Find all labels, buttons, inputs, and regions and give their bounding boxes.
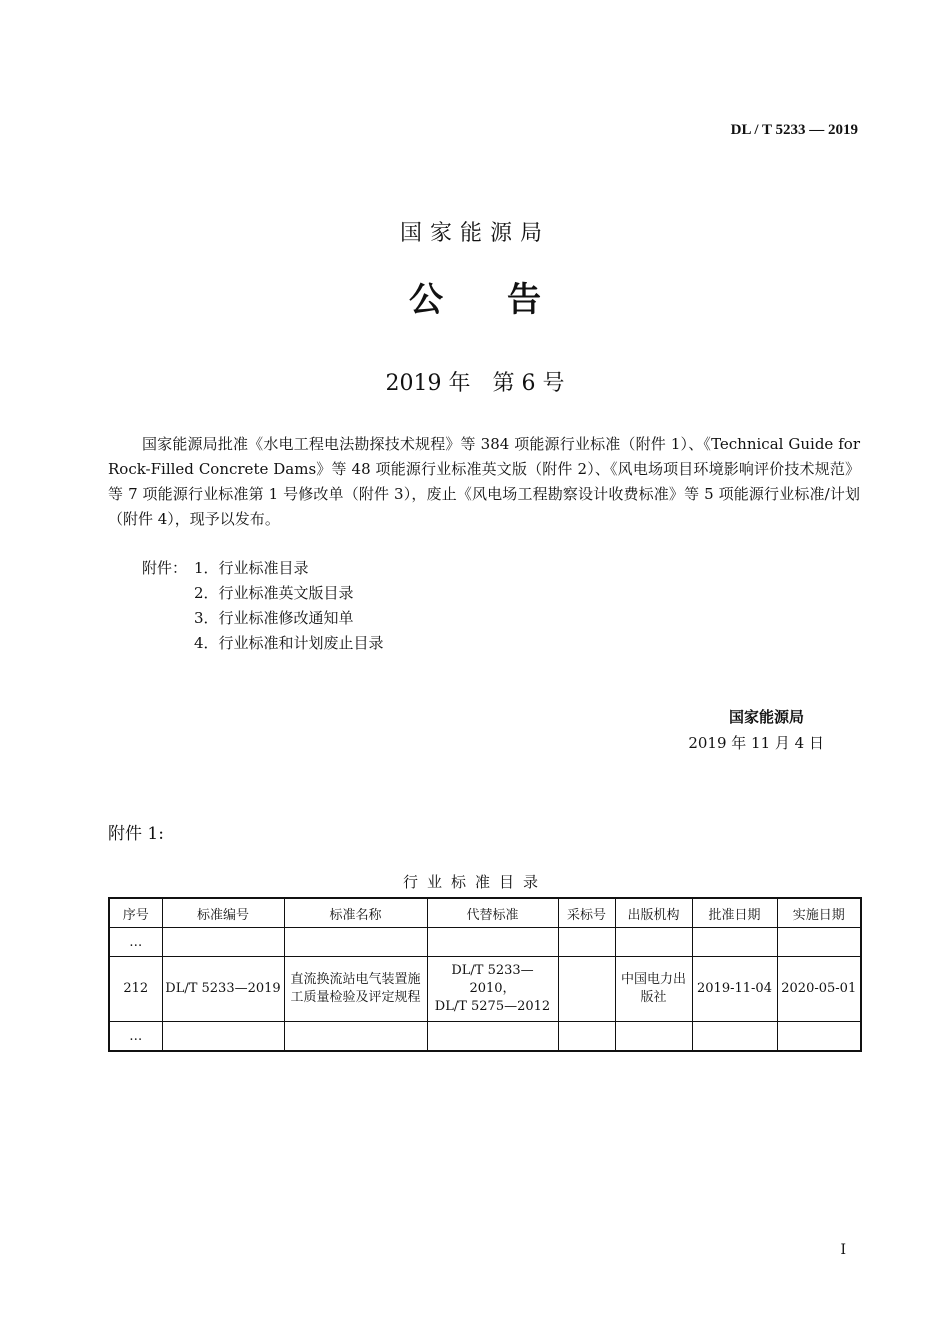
attachment-1-label: 附件 1: <box>108 824 164 844</box>
table-title: 行业标准目录 <box>402 873 547 891</box>
table-row <box>109 957 861 1022</box>
attachment-item: 4．行业标准和计划废止目录 <box>194 634 384 652</box>
issuing-organization: 国家能源局 <box>399 221 550 246</box>
header-cell: 批准日期 <box>692 898 777 928</box>
header-cell: 实施日期 <box>777 898 861 928</box>
standard-code-cell: DL/T 5233—2019 <box>162 957 284 1022</box>
issue-number: 2019 年 第 6 号 <box>385 371 565 396</box>
signature-org: 国家能源局 <box>728 708 804 726</box>
attachments-label: 附件： <box>142 559 188 577</box>
header-cell: 代替标准 <box>427 898 558 928</box>
header-cell: 标准编号 <box>162 898 284 928</box>
header-cell: 采标号 <box>558 898 615 928</box>
effective-date-cell: 2020-05-01 <box>777 957 861 1022</box>
body-paragraph: 国家能源局批准《水电工程电法勘探技术规程》等 384 项能源行业标准（附件 1）、《Technical Guide for Rock-Filled Concrete Dams》等 48 项能源行业标准英文版（附件 2）、《风电场项目环境影响评价技术规范》等 7 项能源行业标准第 1 号修改单（附件 3），废止《风电场工程勘察设计收费标准》等 5 项能源行业标准/计划（附件 4），现予以发布。 <box>108 435 860 528</box>
replaced-standard: DL/T 5233—2010， <box>451 963 534 996</box>
replaced-standard: DL/T 5275—2012 <box>434 999 551 1014</box>
page-number: I <box>840 1242 846 1258</box>
table-header-row <box>109 898 861 928</box>
ellipsis-cell: … <box>109 928 162 957</box>
header-cell: 序号 <box>109 898 162 928</box>
standard-name-cell: 直流换流站电气装置施工质量检验及评定规程 <box>284 957 427 1022</box>
ellipsis-cell: … <box>109 1022 162 1052</box>
attachments-list <box>142 556 384 656</box>
adopt-number-cell <box>558 957 615 1022</box>
attachment-item: 2．行业标准英文版目录 <box>194 584 354 602</box>
replaced-standards-cell <box>427 957 558 1022</box>
table-row <box>109 1022 861 1052</box>
signature-date: 2019 年 11 月 4 日 <box>688 734 824 752</box>
header-cell: 出版机构 <box>615 898 692 928</box>
header-cell: 标准名称 <box>284 898 427 928</box>
publisher-cell: 中国电力出版社 <box>615 957 692 1022</box>
attachment-item: 3．行业标准修改通知单 <box>194 609 354 627</box>
announcement-title: 公告 <box>409 280 605 320</box>
approve-date-cell: 2019-11-04 <box>692 957 777 1022</box>
standards-table <box>108 897 862 1052</box>
standard-code: DL / T 5233 — 2019 <box>730 122 858 138</box>
row-number: 212 <box>109 957 162 1022</box>
table-row <box>109 928 861 957</box>
attachment-item: 1．行业标准目录 <box>194 559 309 577</box>
